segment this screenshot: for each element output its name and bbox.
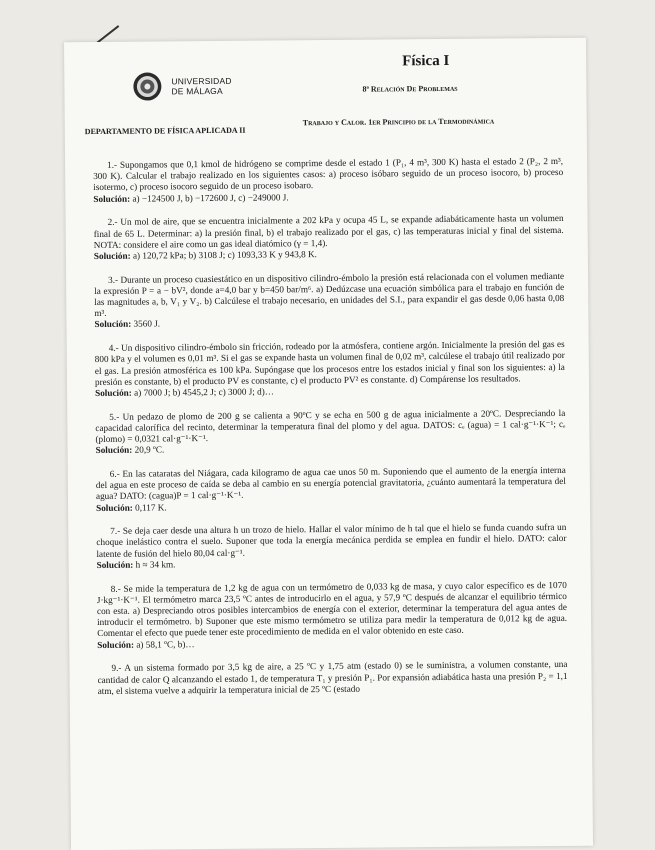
solution-value: 20,9 ºC. — [134, 444, 165, 455]
solution-label: Solución: — [97, 639, 135, 650]
solution-label: Solución: — [95, 387, 132, 398]
problem-statement: 8.- Se mide la temperatura de 1,2 kg de agua con un termómetro de 0,033 kg de masa, y cuyo calor específico es de 1070 J·kg⁻¹·K⁻¹. El termómetro marca 23,5 ºC antes de introducirlo en el agua, y 57,9 ºC después de alcanzar el equilibrio térmico con esta. a) Despreciando otros posibles intercambios de energía con el exterior, determinar la temperatura del agua antes de introducir el termómetro. b) Suponer que este mismo termómetro se utiliza para medir la temperatura de 0,012 kg de agua. Comentar el efecto que puede tener este procedimiento de medida en el valor obtenido en este caso. — [96, 579, 568, 639]
solution-label: Solución: — [93, 250, 131, 261]
problem-item — [93, 156, 563, 205]
solution-value: a) 58,1 ºC, b)… — [136, 638, 195, 650]
problem-list — [93, 156, 568, 710]
solution-label: Solución: — [94, 319, 132, 330]
problem-item — [94, 213, 564, 262]
problem-statement: 3.- Durante un proceso cuasiestático en un dispositivo cilindro-émbolo la presión está relacionada con el volumen mediante la expresión P = a − bV², donde a=4,0 bar y b=450 bar/m⁶. a) Dedúzcase una ecuación simbólica para el trabajo en función de las magnitudes a, b, V₁ y V₂. b) Calcúlese el trabajo necesario, en unidades del S.I., para expandir el gas desde 0,06 hasta 0,08 m³. — [94, 270, 565, 319]
subject-title: Trabajo y Calor. 1er Principio de la Termodinámica — [302, 116, 495, 128]
course-title: Física I — [402, 52, 450, 70]
solution-label: Solución: — [93, 193, 131, 204]
solution-label: Solución: — [96, 502, 133, 513]
problem-statement: 1.- Supongamos que 0,1 kmol de hidrógeno se comprime desde el estado 1 (P₁, 4 m³, 300 K) hasta el estado 2 (P₂, 2 m³, 300 K). Calcular el trabajo realizado en los siguientes casos: a) proceso isóbaro seguido de un proceso isocoro, b) proceso isotermo, c) proceso isocoro seguido de un proceso isobaro. — [93, 155, 564, 193]
problem-statement: 6.- En las cataratas del Niágara, cada kilogramo de agua cae unos 50 m. Suponiendo que el aumento de la energía interna del agua en este proceso de caída se deba al cambio en su energía potencial gravitatoria, ¿cuánto aumentará la temperatura del agua? DATO: (cagua)P = 1 cal·g⁻¹·K⁻¹. — [95, 464, 566, 502]
solution-value: a) −124500 J, b) −172600 J, c) −249000 J. — [132, 191, 289, 204]
university-name-line1: UNIVERSIDAD — [171, 75, 232, 87]
problem-item — [96, 522, 566, 571]
solution-value: h ≈ 34 km. — [135, 559, 176, 570]
solution-value: 3560 J. — [133, 318, 161, 330]
solution-value: 0,117 K. — [135, 501, 167, 513]
problem-item — [94, 271, 564, 331]
solution-value: a) 7000 J; b) 4545,2 J; c) 3000 J; d)… — [134, 386, 275, 398]
problem-item — [95, 339, 565, 399]
problem-statement: 7.- Se deja caer desde una altura h un trozo de hielo. Hallar el valor mínimo de h tal que el hielo se funda cuando sufra un choque inelástico contra el suelo. Suponer que toda la energía mecánica perdida se emplea en fundir el hielo. DATO: calor latente de fusión del hielo 80,04 cal·g⁻¹. — [96, 522, 567, 559]
department-name: DEPARTAMENTO DE FÍSICA APLICADA II — [84, 125, 246, 137]
document-page — [64, 38, 593, 850]
university-name-line2: DE MÁLAGA — [171, 85, 223, 97]
problem-item — [97, 659, 567, 697]
relation-title: 8ª Relación De Problemas — [362, 83, 458, 94]
solution-value: a) 120,72 kPa; b) 3108 J; c) 1093,33 K y 943,8 K. — [132, 249, 317, 261]
problem-statement: 9.- A un sistema formado por 3,5 kg de aire, a 25 ºC y 1,75 atm (estado 0) se le suministra, a volumen constante, una cantidad de calor Q alcanzando el estado 1, de temperatura T₁ y presión P₁. Por expansión adiabática hasta una presión P₂ = 1,1 atm, el sistema vuelve a adquirir la temperatura inicial de 25 ºC (estado — [97, 659, 568, 696]
problem-statement: 2.- Un mol de aire, que se encuentra inicialmente a 202 kPa y ocupa 45 L, se expande adiabáticamente hasta un volumen final de 65 L. Determinar: a) la presión final, b) el trabajo realizado por el gas, c) las temperaturas inicial y final del sistema. NOTA: considere el aire como un gas ideal diatómico (γ = 1,4). — [93, 213, 564, 250]
university-name — [171, 76, 231, 97]
problem-item — [95, 408, 565, 457]
university-seal-icon — [132, 71, 162, 101]
problem-item — [96, 465, 566, 514]
solution-label: Solución: — [96, 559, 134, 570]
problem-item — [97, 580, 568, 651]
problem-statement: 5.- Un pedazo de plomo de 200 g se calienta a 90ºC y se echa en 500 g de agua inicialmente a 20ºC. Despreciando la capacidad calorífica del recinto, determinar la temperatura final del plomo y del agua. DATOS: cₑ (agua) = 1 cal·g⁻¹·K⁻¹; cₑ (plomo) = 0,0321 cal·g⁻¹·K⁻¹. — [95, 407, 566, 445]
solution-label: Solución: — [95, 444, 133, 456]
problem-statement: 4.- Un dispositivo cilindro-émbolo sin fricción, rodeado por la atmósfera, contiene argón. Inicialmente la presión del gas es 800 kPa y el volumen es 0,01 m³. Si el gas se expande hasta un volumen final de 0,02 m³, calcúlese el trabajo útil realizado por el gas. La presión atmosférica es 100 kPa. Supóngase que los procesos entre los estados inicial y final son los siguientes: a) la presión es constante, b) el producto PV es constante, c) el producto PV² es constante. d) Compárense los resultados. — [94, 339, 565, 387]
